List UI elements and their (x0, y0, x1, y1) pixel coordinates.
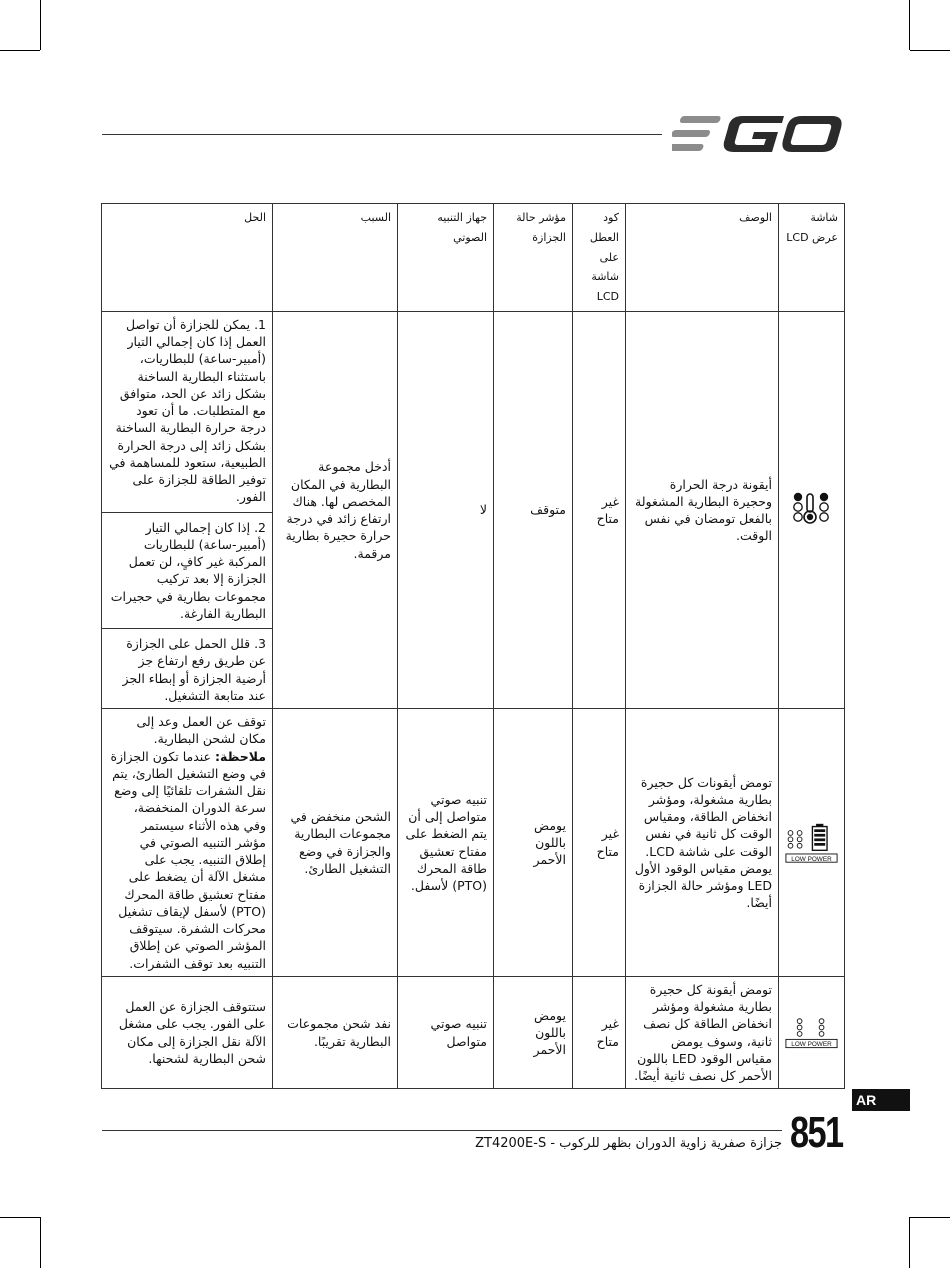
crop-mark (40, 0, 41, 50)
troubleshooting-table (101, 203, 845, 1089)
description-cell: تومض أيقونة كل حجيرة بطارية مشغولة ومؤشر انخفاض الطاقة كل نصف ثانية، وسوف يومض مقياس الوقود LED باللون الأحمر كل نصف ثانية أيضًا. (626, 976, 779, 1089)
table-header-row (102, 204, 845, 312)
table-row (102, 709, 845, 977)
fault-code-cell: غير متاح (573, 311, 626, 708)
crop-mark (910, 1217, 950, 1218)
cause-cell: الشحن منخفض في مجموعات البطارية والجزازة في وضع التشغيل الطارئ. (273, 709, 398, 977)
crop-mark (909, 1217, 910, 1268)
page-number: 851 (790, 1108, 843, 1157)
status-indicator-cell: متوقف (494, 311, 573, 708)
buzzer-cell: لا (398, 311, 494, 708)
solution-cell: ستتوقف الجزازة عن العمل على الفور. يجب على مشغل الآلة نقل الجزازة إلى مكان شحن البطارية لشحنها. (102, 976, 273, 1089)
lcd-icon-cell (779, 976, 845, 1089)
crop-mark (40, 1217, 41, 1268)
lcd-icon-cell (779, 709, 845, 977)
header-description: الوصف (626, 204, 779, 312)
solution-text: توقف عن العمل وعد إلى مكان لشحن البطارية. (136, 714, 266, 747)
footer-rule (102, 1130, 782, 1131)
note-label: ملاحظة: (215, 748, 266, 764)
buzzer-cell: تنبيه صوتي متواصل إلى أن يتم الضغط على مفتاح تعشيق طاقة المحرك (PTO) لأسفل. (398, 709, 494, 977)
description-cell: أيقونة درجة الحرارة وحجيرة البطارية المشغولة بالفعل تومضان في نفس الوقت. (626, 311, 779, 708)
cause-cell: أدخل مجموعة البطارية في المكان المخصص لها. هناك ارتفاع زائد في درجة حرارة حجيرة بطارية مرقمة. (273, 311, 398, 708)
table-row (102, 976, 845, 1089)
header-solution: الحل (102, 204, 273, 312)
language-tab: AR (852, 1089, 910, 1111)
status-indicator-cell: يومض باللون الأحمر (494, 976, 573, 1089)
low-power-battery-gauge-icon (785, 820, 838, 866)
header-status-indicator: مؤشر حالة الجزازة (494, 204, 573, 312)
solution-step: 3. قلل الحمل على الجزازة عن طريق رفع ارتفاع جز أرضية الجزازة أو إبطاء الجز عند متابعة التشغيل. (102, 628, 272, 704)
lcd-icon-cell (779, 311, 845, 708)
status-indicator-cell: يومض باللون الأحمر (494, 709, 573, 977)
crop-mark (909, 0, 910, 50)
header-buzzer: جهاز التنبيه الصوتي (398, 204, 494, 312)
description-cell: تومض أيقونات كل حجيرة بطارية مشغولة، ومؤشر انخفاض الطاقة، ومقياس الوقت كل ثانية في نفس الوقت على شاشة LCD. يومض مقياس الوقود الأول LED ومؤشر حالة الجزازة أيضًا. (626, 709, 779, 977)
header-rule (102, 134, 662, 135)
low-power-label: LOW POWER (791, 1040, 832, 1048)
low-power-bays-icon (785, 1015, 838, 1051)
solution-cell (102, 311, 273, 708)
solution-step: 2. إذا كان إجمالي التيار (أمبير-ساعة) للبطاريات المركبة غير كافٍ، لن تعمل الجزازة إلا بعد تركيب مجموعات بطارية في حجيرات البطارية الفارغة. (102, 512, 272, 623)
solution-cell (102, 709, 273, 977)
ego-logo (672, 114, 844, 154)
crop-mark (910, 50, 950, 51)
table-row (102, 311, 845, 708)
crop-mark (0, 50, 40, 51)
product-title: جزازة صفرية زاوية الدوران بظهر للركوب - ZT4200E-S (475, 1136, 782, 1151)
crop-mark (0, 1217, 40, 1218)
low-power-label: LOW POWER (791, 855, 832, 863)
note-text: عندما تكون الجزازة في وضع التشغيل الطارئ، يتم نقل الشفرات تلقائيًا إلى وضع سرعة الدوران المنخفضة، وفي هذه الأثناء سيستمر مؤشر التنبيه الصوتي في إطلاق التنبيه. يجب على مشغل الآلة أن يضغط على مفتاح تعشيق طاقة المحرك (PTO) لأسفل لإيقاف تشغيل محركات الشفرة. سيتوقف المؤشر الصوتي عن إطلاق التنبيه بعد توقف الشفرات. (110, 748, 266, 971)
cause-cell: نفد شحن مجموعات البطارية تقريبًا. (273, 976, 398, 1089)
header-cause: السبب (273, 204, 398, 312)
header-fault-code: كود العطل على شاشة LCD (573, 204, 626, 312)
buzzer-cell: تنبيه صوتي متواصل (398, 976, 494, 1089)
battery-temperature-bay-icon (790, 490, 834, 530)
fault-code-cell: غير متاح (573, 709, 626, 977)
header-lcd-display: شاشة عرض LCD (779, 204, 845, 312)
fault-code-cell: غير متاح (573, 976, 626, 1089)
solution-step: 1. يمكن للجزازة أن تواصل العمل إذا كان إجمالي التيار (أمبير-ساعة) للبطاريات، باستثناء البطارية الساخنة بشكل زائد عن الحد، متوافق مع المتطلبات. ما أن تعود درجة حرارة البطارية الساخنة بشكل زائد إلى درجة الحرارة الطبيعية، ستعود للمساهمة في توفير الطاقة للجزازة على الفور. (109, 316, 266, 505)
